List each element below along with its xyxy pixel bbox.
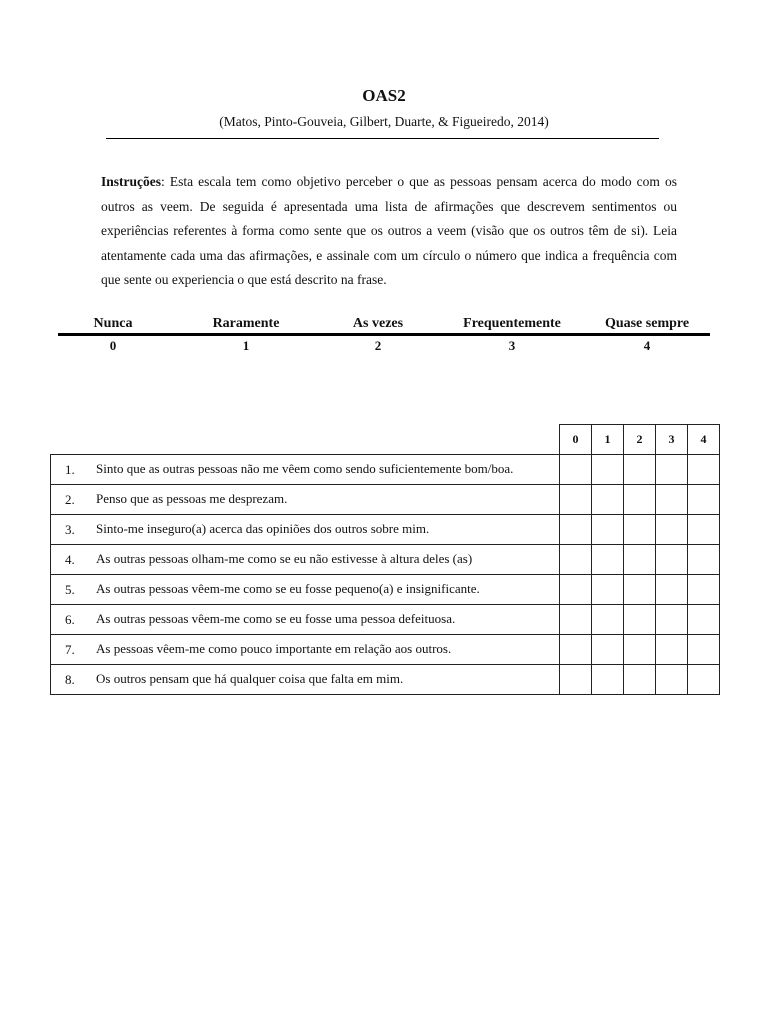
item-statement: As outras pessoas vêem-me como se eu fosse uma pessoa defeituosa. bbox=[96, 610, 456, 626]
scale-divider bbox=[58, 333, 710, 336]
column-header-2: 2 bbox=[624, 425, 656, 455]
response-cell-0[interactable] bbox=[560, 605, 592, 635]
instructions-label: Instruções bbox=[101, 174, 161, 189]
statement-cell bbox=[51, 605, 560, 635]
response-cell-2[interactable] bbox=[624, 635, 656, 665]
response-cell-0[interactable] bbox=[560, 485, 592, 515]
response-cell-3[interactable] bbox=[656, 545, 688, 575]
response-cell-2[interactable] bbox=[624, 545, 656, 575]
item-number: 2. bbox=[65, 491, 75, 507]
scale-value-2: 2 bbox=[374, 338, 382, 353]
scale-label-quase-sempre: Quase sempre bbox=[604, 316, 690, 331]
scale-label-nunca: Nunca bbox=[93, 316, 133, 331]
response-cell-2[interactable] bbox=[624, 605, 656, 635]
response-cell-3[interactable] bbox=[656, 575, 688, 605]
item-statement: Os outros pensam que há qualquer coisa que falta em mim. bbox=[96, 670, 404, 686]
response-cell-4[interactable] bbox=[688, 605, 720, 635]
item-number: 5. bbox=[65, 581, 75, 597]
response-cell-1[interactable] bbox=[592, 515, 624, 545]
response-cell-3[interactable] bbox=[656, 665, 688, 695]
response-cell-3[interactable] bbox=[656, 635, 688, 665]
response-cell-0[interactable] bbox=[560, 455, 592, 485]
response-cell-3[interactable] bbox=[656, 515, 688, 545]
response-cell-0[interactable] bbox=[560, 515, 592, 545]
statement-column-header bbox=[51, 425, 560, 455]
scale-label-frequentemente: Frequentemente bbox=[463, 316, 561, 331]
scale-value-1: 1 bbox=[242, 338, 250, 353]
item-number: 6. bbox=[65, 611, 75, 627]
response-cell-2[interactable] bbox=[624, 575, 656, 605]
statement-cell bbox=[51, 485, 560, 515]
statement-cell bbox=[51, 545, 560, 575]
response-cell-3[interactable] bbox=[656, 605, 688, 635]
table-header-row bbox=[51, 425, 720, 455]
response-cell-1[interactable] bbox=[592, 605, 624, 635]
item-statement: Penso que as pessoas me desprezam. bbox=[96, 490, 288, 506]
header-divider bbox=[106, 138, 659, 139]
item-number: 1. bbox=[65, 461, 75, 477]
response-cell-1[interactable] bbox=[592, 665, 624, 695]
response-cell-4[interactable] bbox=[688, 665, 720, 695]
response-cell-0[interactable] bbox=[560, 545, 592, 575]
response-cell-1[interactable] bbox=[592, 455, 624, 485]
table-row bbox=[51, 485, 720, 515]
statement-cell bbox=[51, 575, 560, 605]
item-number: 8. bbox=[65, 671, 75, 687]
scale-value-0: 0 bbox=[109, 338, 117, 353]
response-cell-1[interactable] bbox=[592, 635, 624, 665]
response-cell-0[interactable] bbox=[560, 635, 592, 665]
response-cell-4[interactable] bbox=[688, 455, 720, 485]
response-cell-2[interactable] bbox=[624, 515, 656, 545]
instructions-text: : Esta escala tem como objetivo perceber o que as pessoas pensam acerca do modo com os outros as veem. De seguida é apresentada uma lista de afirmações que descrevem sentimentos ou experiências referentes à forma como sente que os outros a veem (visão que os outros têm de si). Leia atentamente cada uma das afirmações, e assinale com um círculo o número que indica a frequência com que sente ou experiencia o que está descrito na frase. bbox=[101, 174, 677, 287]
item-number: 7. bbox=[65, 641, 75, 657]
item-number: 4. bbox=[65, 551, 75, 567]
item-number: 3. bbox=[65, 521, 75, 537]
scale-value-4: 4 bbox=[643, 338, 651, 353]
table-row bbox=[51, 575, 720, 605]
item-statement: Sinto-me inseguro(a) acerca das opiniões dos outros sobre mim. bbox=[96, 520, 430, 536]
response-cell-2[interactable] bbox=[624, 485, 656, 515]
statement-cell bbox=[51, 635, 560, 665]
statement-cell bbox=[51, 665, 560, 695]
column-header-4: 4 bbox=[688, 425, 720, 455]
response-cell-4[interactable] bbox=[688, 635, 720, 665]
response-scale bbox=[58, 314, 710, 360]
response-cell-2[interactable] bbox=[624, 665, 656, 695]
column-header-0: 0 bbox=[560, 425, 592, 455]
response-cell-4[interactable] bbox=[688, 515, 720, 545]
response-cell-0[interactable] bbox=[560, 665, 592, 695]
response-cell-2[interactable] bbox=[624, 455, 656, 485]
scale-value-3: 3 bbox=[508, 338, 516, 353]
response-cell-1[interactable] bbox=[592, 575, 624, 605]
response-cell-4[interactable] bbox=[688, 545, 720, 575]
page-title: OAS2 bbox=[362, 86, 406, 105]
column-header-3: 3 bbox=[656, 425, 688, 455]
response-cell-4[interactable] bbox=[688, 485, 720, 515]
item-statement: As outras pessoas vêem-me como se eu fosse pequeno(a) e insignificante. bbox=[96, 580, 480, 596]
instructions bbox=[101, 170, 677, 293]
column-header-1: 1 bbox=[592, 425, 624, 455]
table-row bbox=[51, 605, 720, 635]
response-cell-1[interactable] bbox=[592, 545, 624, 575]
scale-label-raramente: Raramente bbox=[212, 316, 280, 331]
item-statement: Sinto que as outras pessoas não me vêem como sendo suficientemente bom/boa. bbox=[96, 460, 514, 476]
item-statement: As pessoas vêem-me como pouco importante em relação aos outros. bbox=[96, 640, 452, 656]
items-table bbox=[50, 424, 720, 695]
item-statement: As outras pessoas olham-me como se eu não estivesse à altura deles (as) bbox=[96, 550, 473, 566]
response-cell-0[interactable] bbox=[560, 575, 592, 605]
table-row bbox=[51, 455, 720, 485]
response-cell-4[interactable] bbox=[688, 575, 720, 605]
response-cell-1[interactable] bbox=[592, 485, 624, 515]
table-row bbox=[51, 665, 720, 695]
response-cell-3[interactable] bbox=[656, 485, 688, 515]
citation: (Matos, Pinto-Gouveia, Gilbert, Duarte, & Figueiredo, 2014) bbox=[219, 114, 549, 129]
table-row bbox=[51, 545, 720, 575]
response-cell-3[interactable] bbox=[656, 455, 688, 485]
scale-label-as-vezes: As vezes bbox=[352, 316, 404, 331]
table-row bbox=[51, 515, 720, 545]
statement-cell bbox=[51, 515, 560, 545]
table-row bbox=[51, 635, 720, 665]
statement-cell bbox=[51, 455, 560, 485]
